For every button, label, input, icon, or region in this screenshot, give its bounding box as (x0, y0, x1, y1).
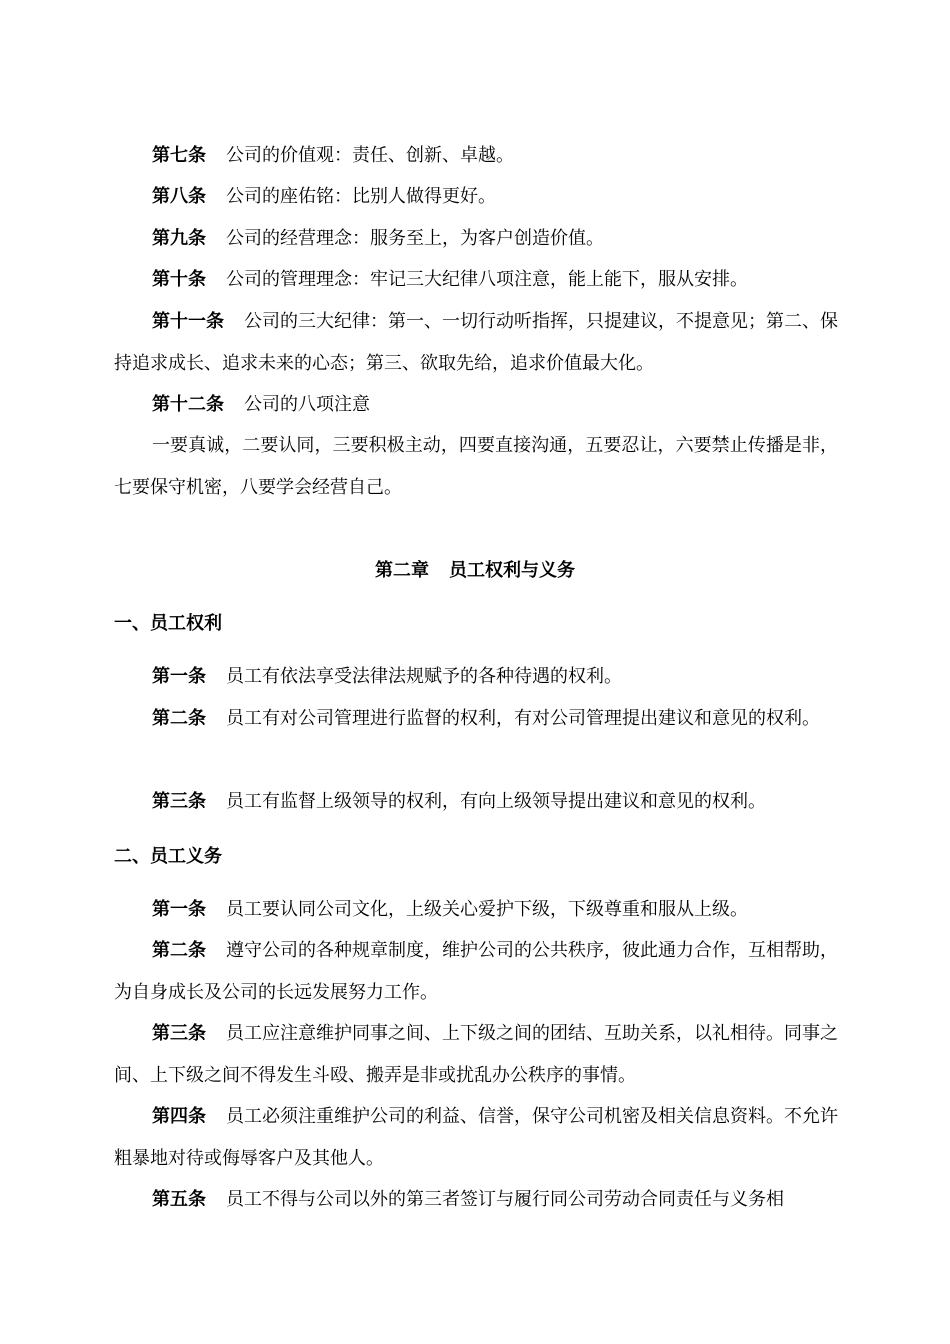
article-text: 员工有依法享受法律法规赋予的各种待遇的权利。 (226, 666, 622, 687)
article-text: 遵守公司的各种规章制度，维护公司的公共秩序，彼此通力合作，互相帮助，为自身成长及公司的长远发展努力工作。 (114, 940, 838, 1003)
article-text: 员工应注意维护同事之间、上下级之间的团结、互助关系，以礼相待。同事之间、上下级之间不得发生斗殴、搬弄是非或扰乱办公秩序的事情。 (114, 1023, 838, 1086)
article-text: 公司的三大纪律：第一、一切行动听指挥，只提建议，不提意见；第二、保持追求成长、追求未来的心态；第三、欲取先给，追求价值最大化。 (114, 311, 838, 374)
article-label: 第七条 (152, 145, 206, 166)
section-heading-rights: 一、员工权利 (114, 613, 222, 634)
article-label: 第十二条 (152, 394, 224, 415)
duties-article-1 (114, 889, 838, 931)
duties-article-3 (114, 1013, 838, 1096)
article-label: 第八条 (152, 186, 206, 207)
chapter-number: 第二章 (375, 560, 429, 581)
article-label: 第二条 (152, 940, 206, 961)
article-7 (114, 135, 838, 177)
article-label: 第三条 (152, 1023, 206, 1044)
duties-article-5 (114, 1179, 838, 1221)
article-label: 第十一条 (152, 311, 224, 332)
article-text: 公司的管理理念：牢记三大纪律八项注意，能上能下，服从安排。 (226, 269, 748, 290)
article-text: 公司的八项注意 (244, 394, 370, 415)
duties-article-4 (114, 1096, 838, 1179)
rights-article-3 (114, 781, 838, 823)
chapter-name: 员工权利与义务 (449, 560, 575, 581)
article-10 (114, 259, 838, 301)
article-text: 员工不得与公司以外的第三者签订与履行同公司劳动合同责任与义务相 (226, 1189, 784, 1210)
eight-notes-text: 一要真诚，二要认同，三要积极主动，四要直接沟通，五要忍让，六要禁止传播是非，七要保守机密，八要学会经营自己。 (114, 435, 838, 498)
article-label: 第九条 (152, 228, 206, 249)
chapter-title (0, 559, 950, 583)
article-text: 员工有对公司管理进行监督的权利，有对公司管理提出建议和意见的权利。 (226, 708, 820, 729)
eight-notes-paragraph (114, 425, 838, 508)
article-11 (114, 301, 838, 384)
article-text: 公司的价值观：责任、创新、卓越。 (226, 145, 514, 166)
article-9 (114, 218, 838, 260)
duties-article-2 (114, 930, 838, 1013)
article-label: 第二条 (152, 708, 206, 729)
article-text: 公司的座佑铭：比别人做得更好。 (226, 186, 496, 207)
article-label: 第一条 (152, 666, 206, 687)
article-text: 员工必须注重维护公司的利益、信誉，保守公司机密及相关信息资料。不允许粗暴地对待或侮辱客户及其他人。 (114, 1106, 838, 1169)
article-label: 第十条 (152, 269, 206, 290)
article-8 (114, 176, 838, 218)
article-label: 第三条 (152, 791, 206, 812)
article-label: 第四条 (152, 1106, 206, 1127)
article-label: 第五条 (152, 1189, 206, 1210)
article-text: 员工要认同公司文化，上级关心爱护下级，下级尊重和服从上级。 (226, 899, 748, 920)
article-label: 第一条 (152, 899, 206, 920)
article-text: 公司的经营理念：服务至上，为客户创造价值。 (226, 228, 604, 249)
section-heading-duties: 二、员工义务 (114, 846, 222, 867)
rights-article-2 (114, 698, 838, 740)
rights-article-1 (114, 656, 838, 698)
article-text: 员工有监督上级领导的权利，有向上级领导提出建议和意见的权利。 (226, 791, 766, 812)
article-12 (114, 384, 838, 426)
